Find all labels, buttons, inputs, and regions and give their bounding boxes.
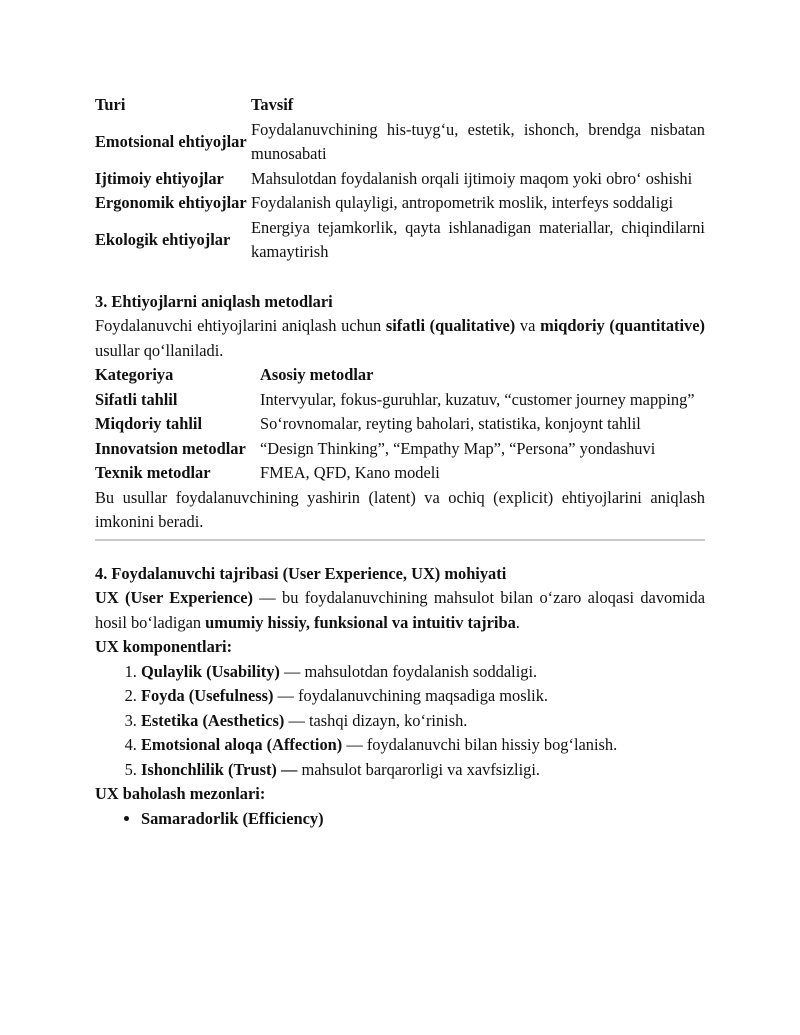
list-item-text: — foydalanuvchi bilan hissiy bog‘lanish. [342, 735, 618, 754]
ux-components-heading: UX komponentlari: [95, 637, 233, 656]
definition-bold: umumiy hissiy, funksional va intuitiv tajriba [205, 612, 516, 632]
section-3-outro: Bu usullar foydalanuvchining yashirin (latent) va ochiq (explicit) ehtiyojlarini aniqlash imkonini beradi. [95, 487, 705, 531]
table-cell-description: Energiya tejamkorlik, qayta ishlanadigan materiallar, chiqindilarni kamaytirish [251, 217, 705, 261]
ux-term: UX (User Experience) [95, 588, 253, 607]
list-item-text: — tashqi dizayn, ko‘rinish. [284, 710, 468, 730]
table-row [95, 216, 705, 265]
list-item-text: mahsulot barqarorligi va xavfsizligi. [297, 759, 540, 779]
table-cell-type: Ekologik ehtiyojlar [95, 229, 231, 249]
table-cell-methods: FMEA, QFD, Kano modeli [260, 463, 440, 482]
list-item [141, 660, 705, 685]
ux-components-list [95, 660, 705, 783]
table-cell-methods: So‘rovnomalar, reyting baholari, statistika, konjoynt tahlil [260, 414, 641, 433]
table-row [95, 412, 705, 437]
table-cell-category: Texnik metodlar [95, 463, 211, 482]
table-cell-description: Foydalanuvchining his-tuyg‘u, estetik, ishonch, brendga nisbatan munosabati [251, 119, 705, 163]
table-row [95, 437, 705, 462]
table-header-row [95, 93, 705, 118]
list-item-term: Emotsional aloqa (Affection) [141, 735, 343, 754]
intro-bold-qualitative: sifatli (qualitative) [385, 316, 516, 335]
intro-text: va [515, 316, 541, 335]
list-item [141, 758, 705, 783]
needs-types-table [95, 93, 705, 265]
definition-text: — bu foydalanuvchining mahsulot bilan o‘zaro aloqasi davomida hosil bo‘ladigan [95, 588, 705, 632]
table-cell-type: Emotsional ehtiyojlar [95, 131, 247, 151]
table-row [95, 191, 705, 216]
table-row [95, 167, 705, 192]
section-3-intro [95, 314, 705, 363]
column-header-methods: Asosiy metodlar [260, 365, 374, 384]
list-item-term: Foyda (Usefulness) [141, 686, 274, 705]
table-cell-methods: “Design Thinking”, “Empathy Map”, “Persona” yondashuvi [260, 438, 656, 458]
column-header-category: Kategoriya [95, 365, 174, 384]
ux-criteria-list [95, 807, 705, 832]
list-item-text: — mahsulotdan foydalanish soddaligi. [279, 661, 538, 681]
section-4-heading: 4. Foydalanuvchi tajribasi (User Experience, UX) mohiyati [95, 563, 507, 583]
table-row [95, 461, 705, 486]
list-item [141, 807, 705, 832]
table-row [95, 388, 705, 413]
table-cell-category: Sifatli tahlil [95, 389, 178, 409]
table-row [95, 118, 705, 167]
list-item-text: — foydalanuvchining maqsadiga moslik. [273, 686, 548, 705]
ux-criteria-heading: UX baholash mezonlari: [95, 784, 266, 803]
column-header-description: Tavsif [251, 95, 294, 114]
methods-table [95, 363, 705, 486]
document-page [95, 93, 705, 831]
intro-text: Foydalanuvchi ehtiyojlarini aniqlash uchun [95, 316, 386, 335]
intro-text: usullar qo‘llaniladi. [95, 340, 224, 360]
table-cell-type: Ergonomik ehtiyojlar [95, 193, 247, 212]
column-header-type: Turi [95, 95, 126, 114]
table-cell-category: Miqdoriy tahlil [95, 414, 203, 433]
list-item-term: Samaradorlik (Efficiency) [141, 808, 324, 828]
definition-text: . [515, 612, 520, 632]
intro-bold-quantitative: miqdoriy (quantitative) [540, 316, 705, 335]
list-item [141, 684, 705, 709]
ux-definition [95, 586, 705, 635]
table-cell-description: Mahsulotdan foydalanish orqali ijtimoiy maqom yoki obro‘ oshishi [251, 168, 693, 188]
table-cell-category: Innovatsion metodlar [95, 438, 246, 458]
table-header-row [95, 363, 705, 388]
table-cell-methods: Intervyular, fokus-guruhlar, kuzatuv, “customer journey mapping” [260, 389, 695, 409]
list-item [141, 709, 705, 734]
table-cell-type: Ijtimoiy ehtiyojlar [95, 168, 224, 188]
section-3-heading: 3. Ehtiyojlarni aniqlash metodlari [95, 291, 333, 311]
list-item [141, 733, 705, 758]
list-item-term: Estetika (Aesthetics) [141, 710, 285, 730]
list-item-term: Ishonchlilik (Trust) — [141, 759, 298, 779]
list-item-term: Qulaylik (Usability) [141, 661, 280, 681]
table-cell-description: Foydalanish qulayligi, antropometrik moslik, interfeys soddaligi [251, 193, 674, 212]
